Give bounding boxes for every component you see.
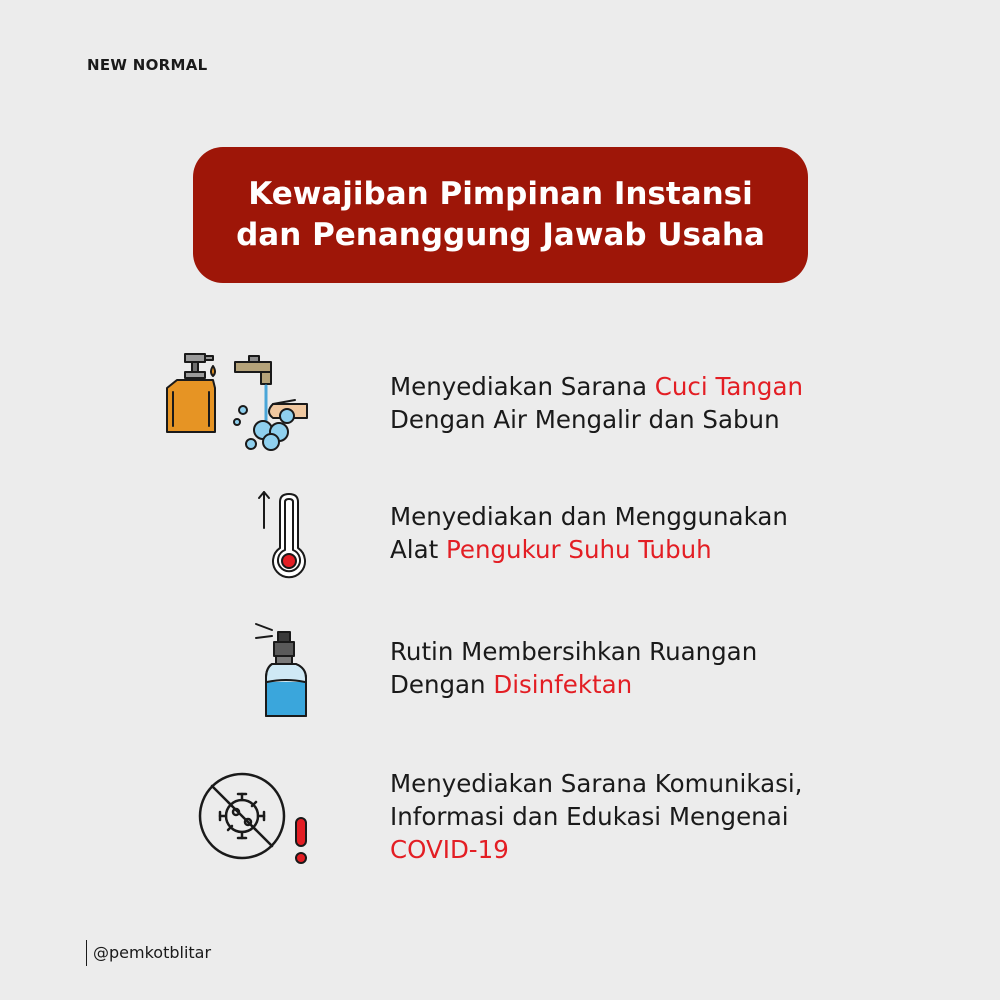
list-item	[390, 635, 757, 701]
item-text: Menyediakan Sarana Komunikasi,	[390, 769, 803, 798]
item-highlight: COVID-19	[390, 835, 509, 864]
item-highlight: Pengukur Suhu Tubuh	[445, 535, 712, 564]
item-text: Dengan	[390, 670, 494, 699]
no-virus-warning-icon	[194, 760, 314, 868]
list-item	[390, 500, 788, 566]
item-text: Menyediakan dan Menggunakan	[390, 502, 788, 531]
title-line-1: Kewajiban Pimpinan Instansi	[248, 176, 753, 212]
item-text: Alat	[390, 535, 446, 564]
disinfectant-spray-icon	[252, 620, 312, 720]
header-kicker: NEW NORMAL	[87, 56, 208, 74]
item-text: Menyediakan Sarana	[390, 372, 655, 401]
item-highlight: Disinfektan	[493, 670, 633, 699]
title-line-2: dan Penanggung Jawab Usaha	[236, 217, 765, 253]
list-item	[390, 370, 803, 436]
list-item	[390, 767, 802, 866]
thermometer-icon	[256, 488, 310, 580]
item-text: Informasi dan Edukasi Mengenai	[390, 802, 789, 831]
item-highlight: Cuci Tangan	[654, 372, 804, 401]
social-handle: @pemkotblitar	[86, 940, 211, 966]
title-banner	[193, 147, 808, 283]
item-text: Rutin Membersihkan Ruangan	[390, 637, 758, 666]
item-text: Dengan Air Mengalir dan Sabun	[390, 405, 780, 434]
handwash-soap-icon	[165, 352, 313, 452]
